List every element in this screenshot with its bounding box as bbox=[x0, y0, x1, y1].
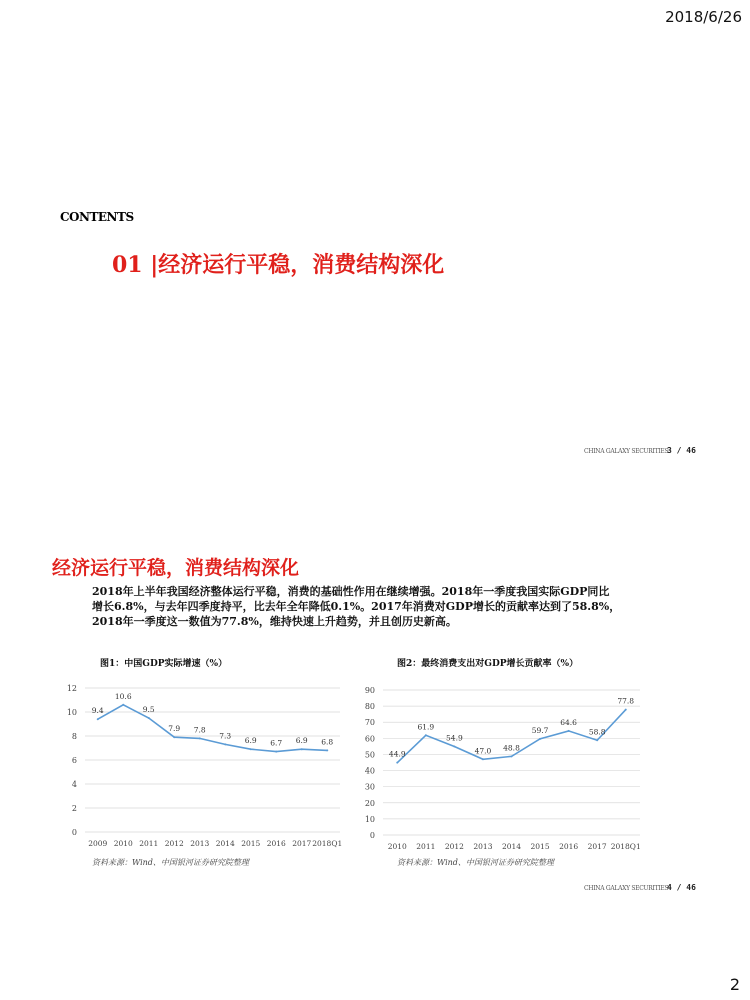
data-label: 6.7 bbox=[270, 738, 283, 748]
data-label: 6.9 bbox=[295, 736, 308, 746]
x-tick-label: 2013 bbox=[473, 842, 493, 851]
data-label: 54.9 bbox=[446, 733, 463, 743]
x-tick-label: 2013 bbox=[190, 839, 210, 848]
body-line: 2018年上半年我国经济整体运行平稳，消费的基础性作用在继续增强。2018年一季度我国实际GDP同比 bbox=[92, 585, 610, 598]
x-tick-label: 2012 bbox=[164, 839, 184, 848]
data-point bbox=[625, 709, 627, 711]
data-point bbox=[224, 743, 226, 745]
y-tick-label: 70 bbox=[364, 718, 375, 728]
data-label: 9.4 bbox=[91, 706, 104, 716]
x-tick-label: 2014 bbox=[501, 842, 522, 851]
y-tick-label: 60 bbox=[364, 734, 375, 744]
footer-brand: CHINA GALAXY SECURITIES bbox=[584, 448, 669, 455]
data-label: 64.6 bbox=[560, 717, 577, 727]
data-label: 59.7 bbox=[531, 725, 549, 735]
data-label: 58.8 bbox=[588, 727, 606, 737]
y-tick-label: 4 bbox=[71, 780, 77, 789]
data-point bbox=[97, 718, 99, 720]
slide-body-text bbox=[92, 584, 652, 629]
data-label: 61.9 bbox=[417, 722, 435, 732]
data-label: 9.5 bbox=[142, 705, 155, 714]
data-label: 77.8 bbox=[617, 696, 635, 706]
body-line: 2018年一季度这一数值为77.8%，维持快速上升趋势，并且创历史新高。 bbox=[92, 615, 457, 628]
y-tick-label: 90 bbox=[364, 686, 375, 695]
figure2-title: 图2：最终消费支出对GDP增长贡献率（%） bbox=[397, 659, 579, 669]
data-point bbox=[539, 738, 541, 740]
data-label: 7.9 bbox=[168, 724, 181, 734]
y-tick-label: 0 bbox=[71, 828, 77, 837]
data-label: 6.8 bbox=[321, 737, 334, 747]
data-point bbox=[173, 736, 175, 738]
x-tick-label: 2018Q1 bbox=[610, 842, 641, 851]
x-tick-label: 2015 bbox=[241, 839, 261, 848]
page-number: 2 bbox=[729, 975, 740, 994]
data-label: 6.9 bbox=[244, 736, 257, 746]
data-point bbox=[482, 758, 484, 760]
x-tick-label: 2016 bbox=[266, 839, 286, 848]
section-title: 01 |经济运行平稳，消费结构深化 bbox=[112, 252, 445, 278]
contents-label: CONTENTS bbox=[60, 210, 134, 224]
gdp-growth-line-chart bbox=[55, 675, 350, 855]
data-label: 44.9 bbox=[388, 749, 406, 759]
data-label: 7.8 bbox=[193, 725, 206, 735]
y-tick-label: 12 bbox=[66, 684, 77, 693]
y-tick-label: 6 bbox=[71, 756, 77, 765]
y-tick-label: 30 bbox=[364, 782, 375, 792]
data-point bbox=[250, 748, 252, 750]
data-point bbox=[275, 751, 277, 753]
body-line: 增长6.8%，与去年四季度持平，比去年全年降低0.1%。2017年消费对GDP增长的贡献率达到了58.8%， bbox=[92, 600, 621, 613]
footer-page-number: 3 / 46 bbox=[667, 446, 696, 455]
x-tick-label: 2018Q1 bbox=[312, 839, 343, 848]
consumption-contribution-line-chart bbox=[355, 675, 650, 855]
footer-brand: CHINA GALAXY SECURITIES bbox=[584, 885, 669, 892]
x-tick-label: 2011 bbox=[139, 839, 159, 848]
x-tick-label: 2010 bbox=[387, 842, 407, 851]
x-tick-label: 2014 bbox=[215, 839, 235, 848]
slide-title: 经济运行平稳，消费结构深化 bbox=[52, 557, 300, 579]
y-tick-label: 2 bbox=[71, 804, 77, 813]
x-tick-label: 2010 bbox=[113, 839, 133, 848]
data-point bbox=[568, 730, 570, 732]
data-point bbox=[122, 704, 124, 706]
x-tick-label: 2017 bbox=[292, 839, 312, 848]
x-tick-label: 2016 bbox=[559, 842, 579, 851]
y-tick-label: 8 bbox=[71, 732, 77, 741]
data-point bbox=[199, 737, 201, 739]
data-label: 7.3 bbox=[219, 731, 232, 741]
y-tick-label: 20 bbox=[364, 798, 375, 808]
figure2-source: 资料来源：Wind、中国银河证券研究院整理 bbox=[397, 858, 554, 867]
y-tick-label: 0 bbox=[369, 831, 375, 840]
y-tick-label: 10 bbox=[66, 708, 77, 717]
figure1-source: 资料来源：Wind、中国银河证券研究院整理 bbox=[92, 858, 249, 867]
data-point bbox=[326, 749, 328, 751]
data-point bbox=[301, 748, 303, 750]
data-point bbox=[453, 746, 455, 748]
x-tick-label: 2015 bbox=[530, 842, 550, 851]
y-tick-label: 10 bbox=[364, 814, 375, 824]
x-tick-label: 2017 bbox=[587, 842, 607, 851]
data-point bbox=[148, 717, 150, 719]
data-label: 10.6 bbox=[114, 691, 132, 701]
x-tick-label: 2009 bbox=[88, 839, 108, 848]
y-tick-label: 80 bbox=[364, 702, 375, 712]
data-point bbox=[425, 734, 427, 736]
footer-page-number: 4 / 46 bbox=[667, 883, 696, 892]
x-tick-label: 2012 bbox=[444, 842, 464, 851]
figure1-title: 图1：中国GDP实际增速（%） bbox=[100, 659, 228, 669]
y-tick-label: 40 bbox=[364, 766, 375, 776]
y-tick-label: 50 bbox=[364, 750, 375, 760]
print-date: 2018/6/26 bbox=[665, 8, 742, 26]
x-tick-label: 2011 bbox=[416, 842, 436, 851]
data-label: 48.8 bbox=[503, 743, 520, 753]
data-point bbox=[596, 739, 598, 741]
data-point bbox=[511, 755, 513, 757]
data-point bbox=[396, 762, 398, 764]
data-label: 47.0 bbox=[474, 746, 492, 756]
